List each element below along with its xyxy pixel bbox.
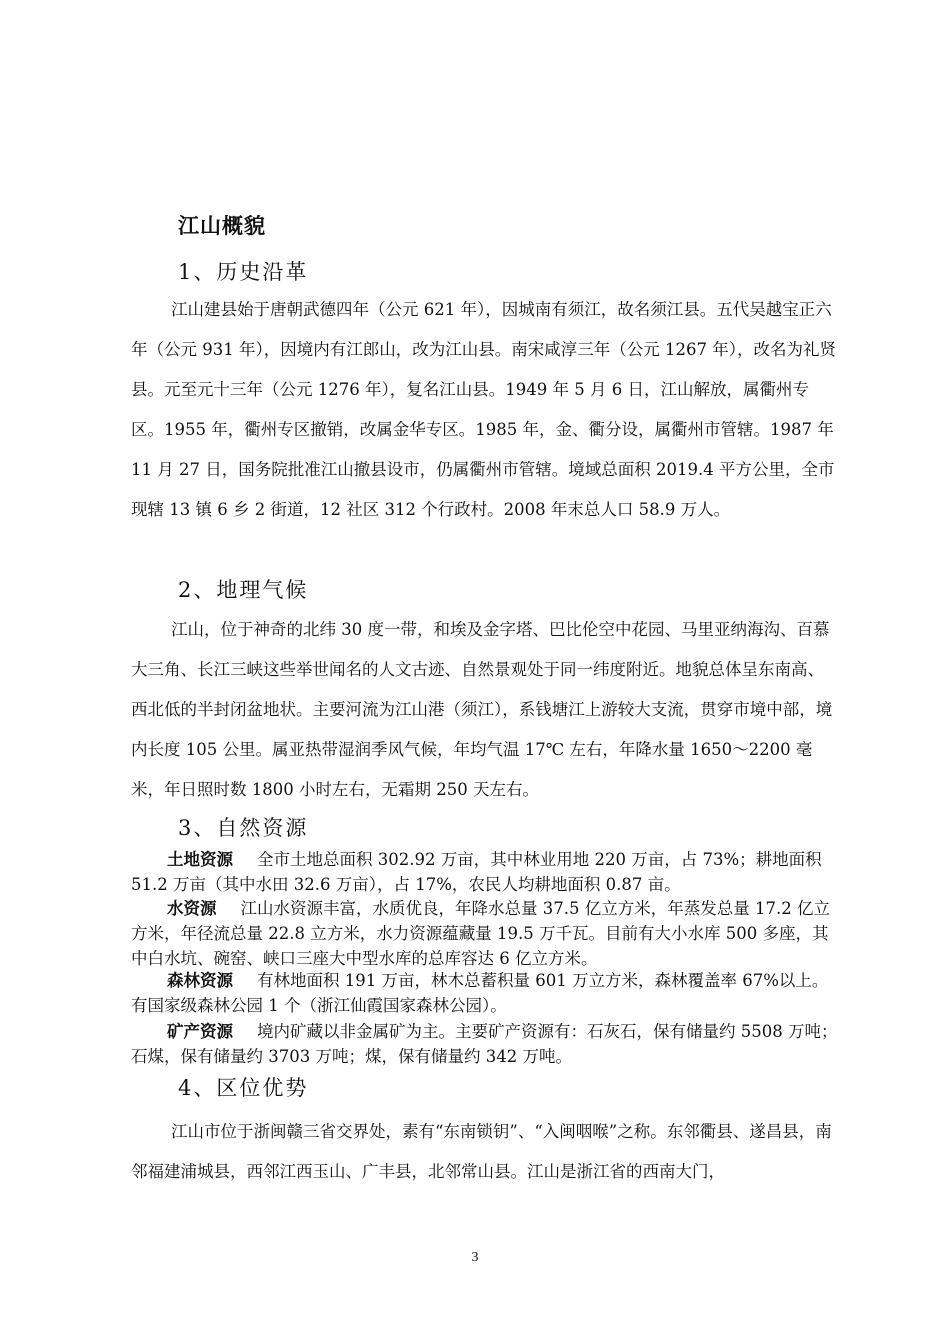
resource-land-label: 土地资源 <box>167 850 233 869</box>
resource-forest <box>131 968 838 1018</box>
resource-mineral-label: 矿产资源 <box>167 1022 233 1041</box>
section-heading-geography: 2、地理气候 <box>178 578 309 602</box>
resource-forest-text: 有林地面积 191 万亩，林木总蓄积量 601 万立方米，森林覆盖率 67%以上。有国家级森林公园 1 个（浙江仙霞国家森林公园）。 <box>131 971 829 1015</box>
resource-mineral <box>131 1019 838 1069</box>
resource-land-text: 全市土地总面积 302.92 万亩，其中林业用地 220 万亩，占 73%；耕地面积 51.2 万亩（其中水田 32.6 万亩），占 17%，农民人均耕地面积 0.87 亩。 <box>131 850 822 894</box>
resource-water <box>131 896 838 971</box>
resource-water-label: 水资源 <box>167 899 217 918</box>
paragraph-geography: 江山，位于神奇的北纬 30 度一带，和埃及金字塔、巴比伦空中花园、马里亚纳海沟、百慕大三角、长江三峡这些举世闻名的人文古迹、自然景观处于同一纬度附近。地貌总体呈东南高、西北低的半封闭盆地状。主要河流为江山港（须江），系钱塘江上游较大支流，贯穿市境中部，境内长度 105 公里。属亚热带湿润季风气候，年均气温 17℃ 左右，年降水量 1650～2200 毫米，年日照时数 1800 小时左右，无霜期 250 天左右。 <box>131 620 833 799</box>
section-heading-location: 4、区位优势 <box>178 1076 309 1100</box>
section-heading-history: 1、历史沿革 <box>178 260 309 284</box>
resource-land <box>131 847 838 897</box>
document-title: 江山概貌 <box>178 214 266 238</box>
page-number: 3 <box>471 1250 479 1265</box>
section-heading-resources: 3、自然资源 <box>178 816 309 840</box>
paragraph-history: 江山建县始于唐朝武德四年（公元 621 年），因城南有须江，故名须江县。五代吴越宝正六年（公元 931 年），因境内有江郎山，改为江山县。南宋咸淳三年（公元 1267 年），改名为礼贤县。元至元十三年（公元 1276 年），复名江山县。1949 年 5 月 6 日，江山解放，属衢州专区。1955 年，衢州专区撤销，改属金华专区。1985 年，金、衢分设，属衢州市管辖。1987 年 11 月 27 日，国务院批准江山撤县设市，仍属衢州市管辖。境域总面积 2019.4 平方公里，全市现辖 13 镇 6 乡 2 街道，12 社区 312 个行政村。2008 年末总人口 58.9 万人。 <box>131 300 836 519</box>
paragraph-location: 江山市位于浙闽赣三省交界处，素有“东南锁钥”、“入闽咽喉”之称。东邻衢县、遂昌县，南邻福建浦城县，西邻江西玉山、广丰县，北邻常山县。江山是浙江省的西南大门， <box>131 1122 832 1181</box>
resource-mineral-text: 境内矿藏以非金属矿为主。主要矿产资源有：石灰石，保有储量约 5508 万吨；石煤，保有储量约 3703 万吨；煤，保有储量约 342 万吨。 <box>131 1022 838 1066</box>
resource-water-text: 江山水资源丰富，水质优良，年降水总量 37.5 亿立方米，年蒸发总量 17.2 亿立方米，年径流总量 22.8 立方米，水力资源蕴藏量 19.5 万千瓦。目前有大小水库 500 多座，其中白水坑、碗窑、峡口三座大中型水库的总库容达 6 亿立方米。 <box>131 899 830 968</box>
resource-forest-label: 森林资源 <box>167 971 233 990</box>
